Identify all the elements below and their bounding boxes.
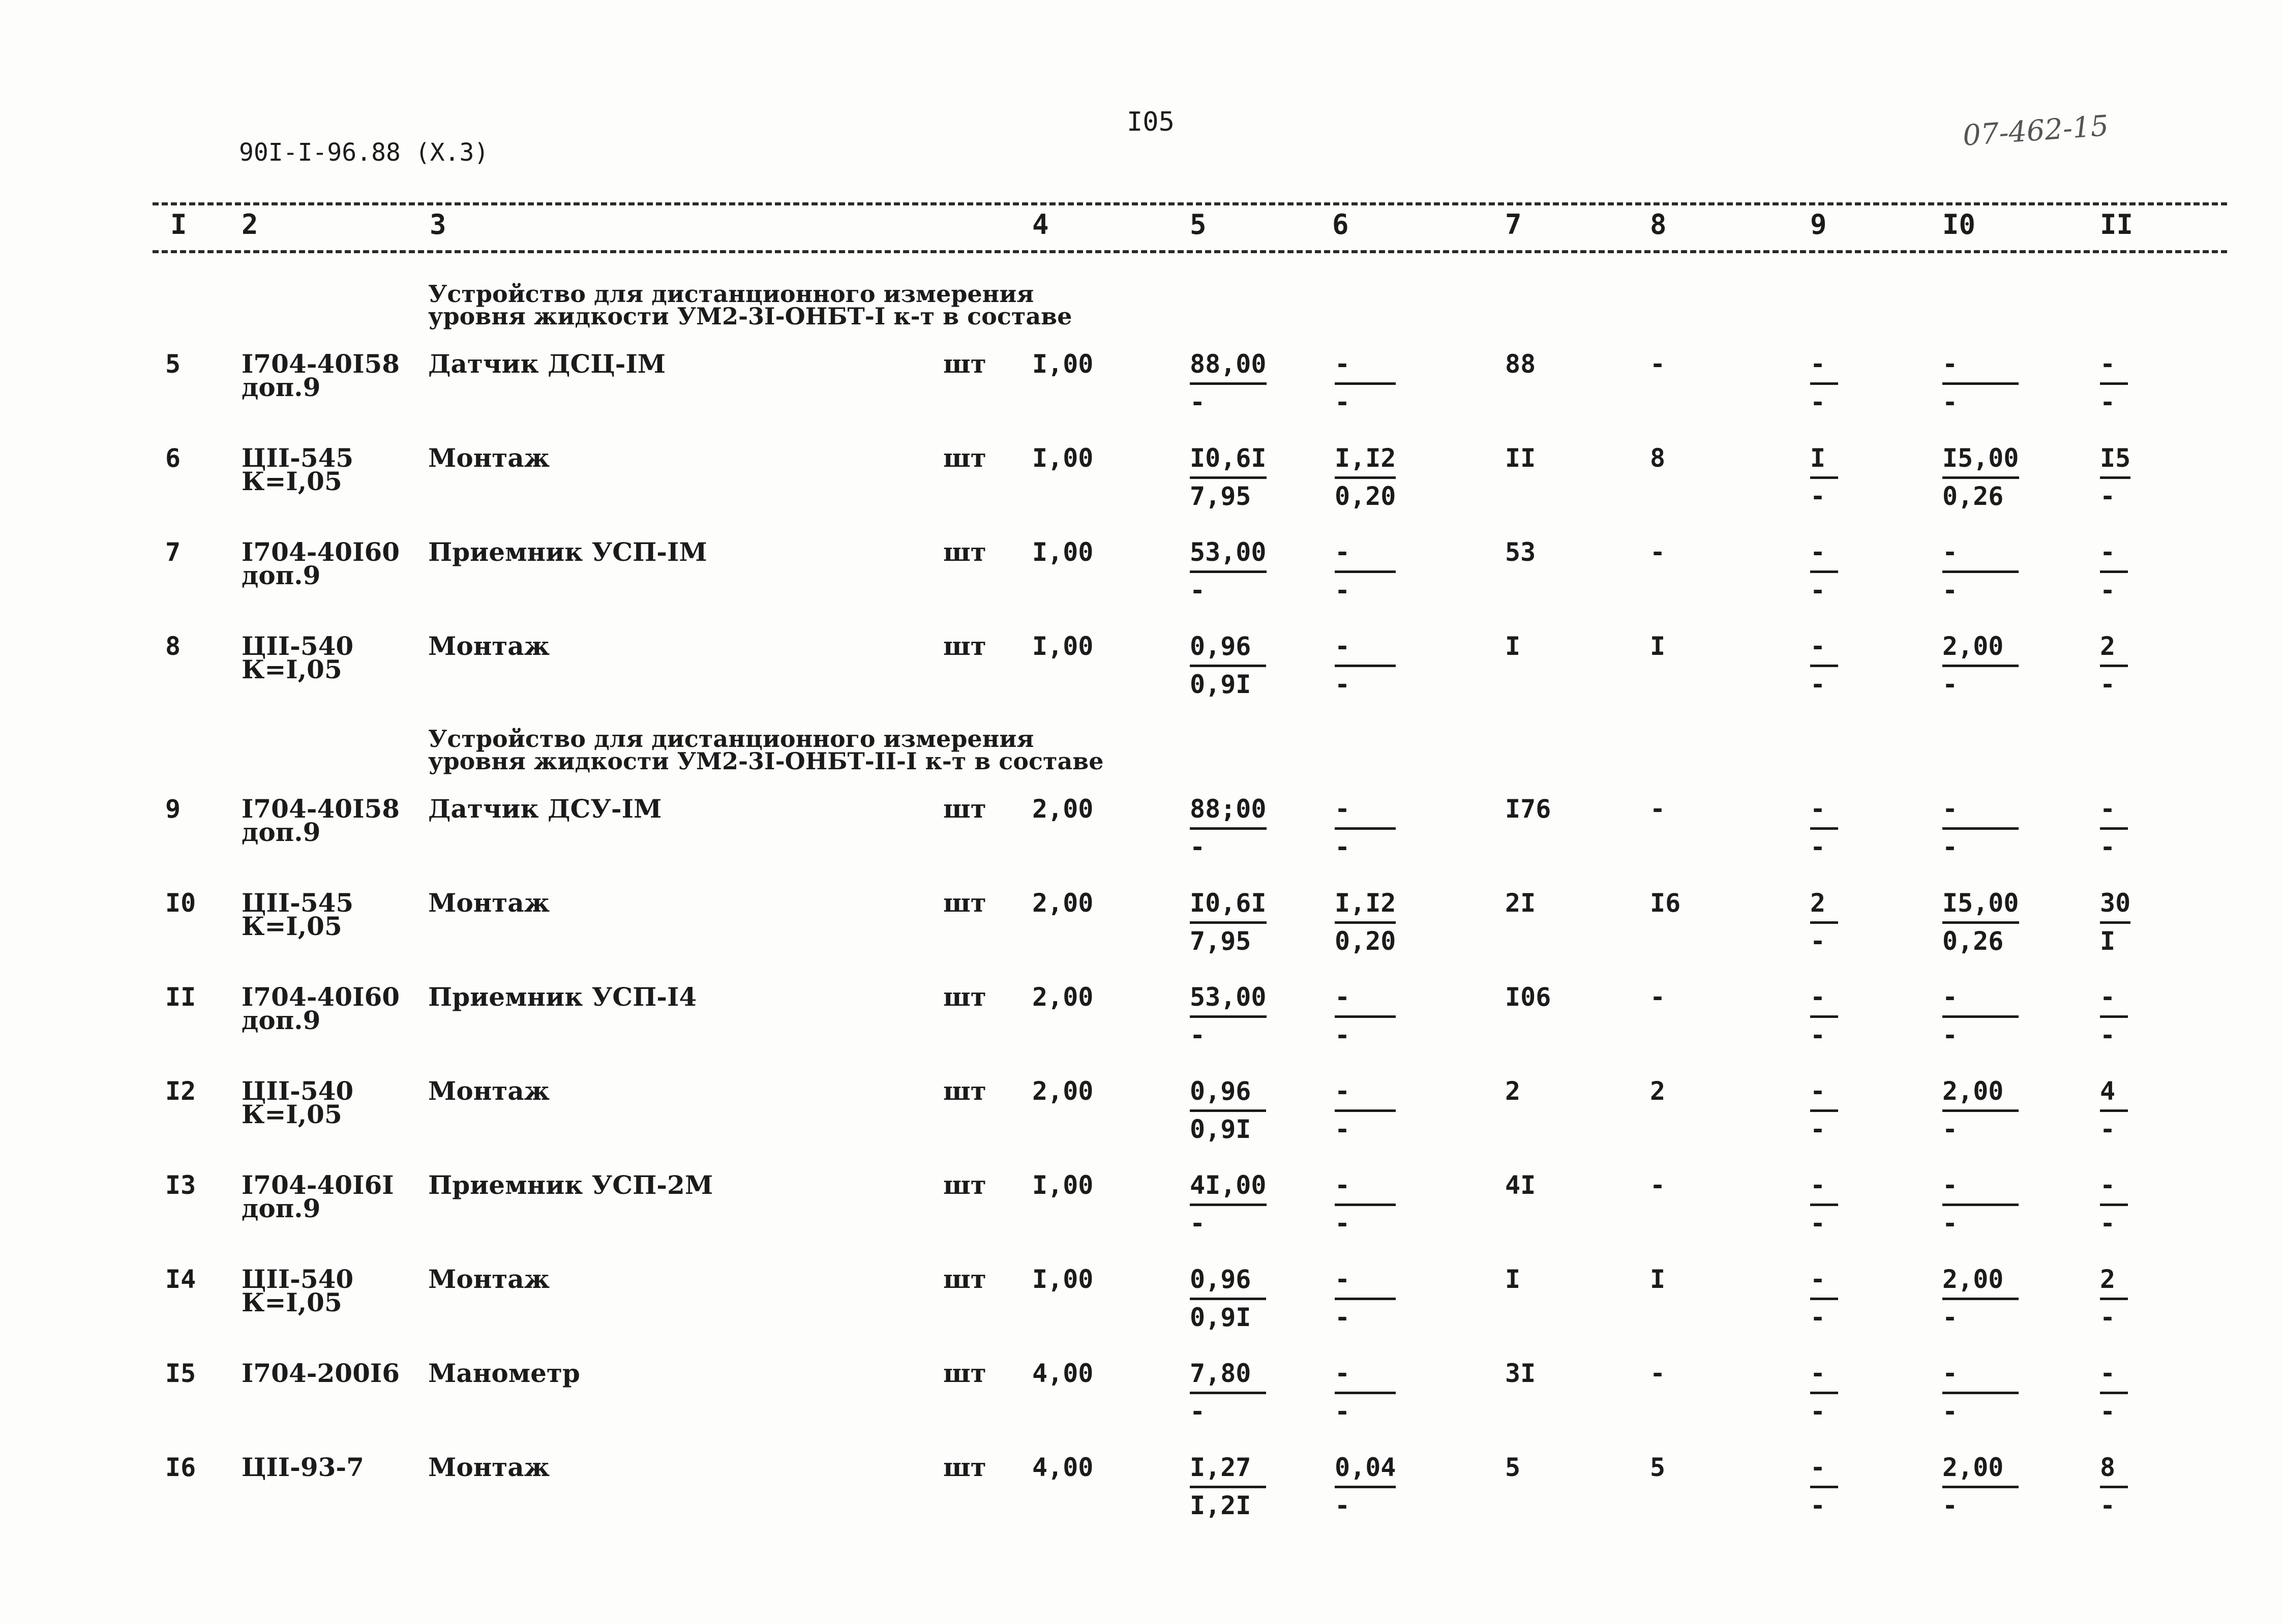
c5-numerator: 53,00 bbox=[1190, 539, 1267, 573]
c6-numerator: - bbox=[1335, 796, 1396, 830]
quantity: I,00 bbox=[1032, 537, 1094, 567]
c11-denominator: - bbox=[2100, 1397, 2116, 1426]
item-name: Манометр bbox=[428, 1358, 580, 1388]
c11-denominator: - bbox=[2100, 670, 2116, 699]
c5-fraction bbox=[1190, 1266, 1266, 1331]
c5-denominator: - bbox=[1190, 1020, 1206, 1050]
c9-fraction bbox=[1810, 445, 1838, 509]
c9-denominator: - bbox=[1810, 1115, 1826, 1144]
c6-numerator: - bbox=[1335, 539, 1396, 573]
c5-fraction bbox=[1190, 1454, 1266, 1519]
c6-fraction bbox=[1335, 1172, 1396, 1237]
archive-stamp: 07-462-15 bbox=[1962, 109, 2110, 153]
price-code: I704-40I60 bbox=[242, 982, 400, 1012]
c5-denominator: 0,9I bbox=[1190, 1115, 1251, 1144]
c10-denominator: - bbox=[1942, 1491, 1958, 1520]
price-code: I704-40I6I bbox=[242, 1170, 394, 1200]
col8-value: - bbox=[1650, 1359, 1666, 1388]
c10-fraction bbox=[1942, 1360, 2019, 1425]
unit: шт bbox=[943, 1264, 986, 1294]
price-code-note: К=I,05 bbox=[242, 911, 342, 941]
unit: шт bbox=[943, 1358, 986, 1388]
col8-value: - bbox=[1650, 982, 1666, 1012]
c6-denominator: - bbox=[1335, 1115, 1350, 1144]
c6-denominator: - bbox=[1335, 1303, 1350, 1332]
c9-denominator: - bbox=[1810, 926, 1826, 956]
c10-fraction bbox=[1942, 796, 2019, 860]
price-code: I704-40I58 bbox=[242, 794, 400, 824]
col7-value: 53 bbox=[1505, 537, 1536, 567]
col8-value: I bbox=[1650, 631, 1666, 661]
c11-fraction bbox=[2100, 890, 2130, 954]
c6-fraction bbox=[1335, 1360, 1396, 1425]
page-number: I05 bbox=[1127, 107, 1175, 137]
c9-denominator: - bbox=[1810, 1491, 1826, 1520]
c5-fraction bbox=[1190, 796, 1267, 860]
col7-value: II bbox=[1505, 443, 1536, 473]
c6-denominator: - bbox=[1335, 1209, 1350, 1238]
quantity: 2,00 bbox=[1032, 794, 1094, 824]
c10-denominator: 0,26 bbox=[1942, 926, 2004, 956]
c9-denominator: - bbox=[1810, 482, 1826, 511]
item-name: Датчик ДСУ-IМ bbox=[428, 794, 662, 824]
c5-numerator: I0,6I bbox=[1190, 890, 1267, 924]
c6-numerator: - bbox=[1335, 1172, 1396, 1206]
c5-denominator: - bbox=[1190, 1209, 1206, 1238]
c10-denominator: - bbox=[1942, 1020, 1958, 1050]
c9-numerator: - bbox=[1810, 539, 1838, 573]
col7-value: 2 bbox=[1505, 1076, 1521, 1106]
c6-denominator: - bbox=[1335, 1020, 1350, 1050]
c5-denominator: I,2I bbox=[1190, 1491, 1251, 1520]
c11-denominator: I bbox=[2100, 926, 2116, 956]
price-code: ЦII-93-7 bbox=[242, 1452, 364, 1482]
price-code: ЦII-540 bbox=[242, 1076, 354, 1106]
c10-numerator: 2,00 bbox=[1942, 1454, 2019, 1488]
quantity: I,00 bbox=[1032, 1265, 1094, 1294]
c10-denominator: - bbox=[1942, 1303, 1958, 1332]
c10-numerator: I5,00 bbox=[1942, 445, 2019, 479]
c11-numerator: - bbox=[2100, 984, 2128, 1018]
item-name: Приемник УСП-I4 bbox=[428, 982, 697, 1012]
c6-fraction bbox=[1335, 1266, 1396, 1331]
c11-denominator: - bbox=[2100, 1491, 2116, 1520]
c9-denominator: - bbox=[1810, 1397, 1826, 1426]
c9-numerator: - bbox=[1810, 1078, 1838, 1112]
c6-fraction bbox=[1335, 796, 1396, 860]
c10-denominator: - bbox=[1942, 1209, 1958, 1238]
c5-numerator: I,27 bbox=[1190, 1454, 1266, 1488]
c9-fraction bbox=[1810, 633, 1838, 698]
price-code: ЦII-540 bbox=[242, 1264, 354, 1294]
item-name: Датчик ДСЦ-IМ bbox=[428, 349, 666, 379]
c5-denominator: 0,9I bbox=[1190, 1303, 1251, 1332]
c5-fraction bbox=[1190, 351, 1267, 415]
c5-fraction bbox=[1190, 890, 1267, 954]
c6-fraction bbox=[1335, 1454, 1396, 1519]
c5-denominator: 7,95 bbox=[1190, 926, 1251, 956]
col8-value: - bbox=[1650, 349, 1666, 379]
row-number: 8 bbox=[165, 631, 181, 661]
price-code-note: К=I,05 bbox=[242, 466, 342, 496]
c11-fraction bbox=[2100, 1360, 2128, 1425]
c5-numerator: 0,96 bbox=[1190, 633, 1266, 667]
c9-numerator: - bbox=[1810, 351, 1838, 385]
c5-numerator: 4I,00 bbox=[1190, 1172, 1267, 1206]
c10-numerator: - bbox=[1942, 1172, 2019, 1206]
c11-denominator: - bbox=[2100, 1209, 2116, 1238]
c6-denominator: - bbox=[1335, 670, 1350, 699]
c9-denominator: - bbox=[1810, 1303, 1826, 1332]
c11-denominator: - bbox=[2100, 576, 2116, 605]
unit: шт bbox=[943, 982, 986, 1012]
c9-denominator: - bbox=[1810, 576, 1826, 605]
col8-value: 8 bbox=[1650, 443, 1666, 473]
unit: шт bbox=[943, 1452, 986, 1482]
c5-numerator: 0,96 bbox=[1190, 1266, 1266, 1300]
c5-denominator: - bbox=[1190, 1397, 1206, 1426]
c9-denominator: - bbox=[1810, 832, 1826, 862]
c6-denominator: - bbox=[1335, 832, 1350, 862]
c11-fraction bbox=[2100, 1172, 2128, 1237]
col7-value: 4I bbox=[1505, 1170, 1536, 1200]
c5-fraction bbox=[1190, 633, 1266, 698]
item-name: Монтаж bbox=[428, 631, 550, 661]
c10-numerator: - bbox=[1942, 796, 2019, 830]
item-name: Приемник УСП-IМ bbox=[428, 537, 707, 567]
c11-numerator: 2 bbox=[2100, 1266, 2128, 1300]
item-name: Монтаж bbox=[428, 1264, 550, 1294]
col7-value: 5 bbox=[1505, 1453, 1521, 1482]
c10-fraction bbox=[1942, 890, 2019, 954]
price-code-note: доп.9 bbox=[242, 1005, 321, 1035]
price-code-note: К=I,05 bbox=[242, 654, 342, 684]
price-code: ЦII-540 bbox=[242, 631, 354, 661]
c5-denominator: 7,95 bbox=[1190, 482, 1251, 511]
c11-denominator: - bbox=[2100, 832, 2116, 862]
col8-value: 2 bbox=[1650, 1076, 1666, 1106]
c9-numerator: - bbox=[1810, 1454, 1838, 1488]
col7-value: I bbox=[1505, 1265, 1521, 1294]
col8-value: - bbox=[1650, 794, 1666, 824]
quantity: I,00 bbox=[1032, 349, 1094, 379]
c5-numerator: 7,80 bbox=[1190, 1360, 1266, 1394]
c10-denominator: 0,26 bbox=[1942, 482, 2004, 511]
col7-value: 3I bbox=[1505, 1359, 1536, 1388]
c5-numerator: 88,00 bbox=[1190, 351, 1267, 385]
c11-numerator: - bbox=[2100, 351, 2128, 385]
c10-fraction bbox=[1942, 1078, 2019, 1142]
column-number-1: I bbox=[170, 208, 187, 240]
c10-denominator: - bbox=[1942, 1397, 1958, 1426]
c11-numerator: - bbox=[2100, 1172, 2128, 1206]
unit: шт bbox=[943, 631, 986, 661]
c6-denominator: 0,20 bbox=[1335, 926, 1396, 956]
quantity: 2,00 bbox=[1032, 982, 1094, 1012]
c11-numerator: I5 bbox=[2100, 445, 2130, 479]
item-name: Монтаж bbox=[428, 888, 550, 918]
col8-value: I6 bbox=[1650, 888, 1681, 918]
unit: шт bbox=[943, 537, 986, 567]
c9-fraction bbox=[1810, 539, 1838, 604]
c10-fraction bbox=[1942, 1454, 2019, 1519]
col7-value: I06 bbox=[1505, 982, 1551, 1012]
c6-numerator: - bbox=[1335, 1078, 1396, 1112]
unit: шт bbox=[943, 349, 986, 379]
item-name: Монтаж bbox=[428, 443, 550, 473]
c6-numerator: - bbox=[1335, 984, 1396, 1018]
c10-fraction bbox=[1942, 984, 2019, 1048]
c11-numerator: - bbox=[2100, 796, 2128, 830]
c9-denominator: - bbox=[1810, 387, 1826, 417]
row-number: I2 bbox=[165, 1076, 196, 1106]
c10-numerator: - bbox=[1942, 984, 2019, 1018]
row-number: I5 bbox=[165, 1359, 196, 1388]
quantity: I,00 bbox=[1032, 443, 1094, 473]
c11-fraction bbox=[2100, 351, 2128, 415]
column-number-7: 7 bbox=[1505, 208, 1522, 240]
c5-fraction bbox=[1190, 539, 1267, 604]
c9-denominator: - bbox=[1810, 1209, 1826, 1238]
section-title-line1: Устройство для дистанционного измерения bbox=[428, 280, 1034, 308]
c6-fraction bbox=[1335, 633, 1396, 698]
row-number: 9 bbox=[165, 794, 181, 824]
c5-denominator: - bbox=[1190, 832, 1206, 862]
c6-numerator: - bbox=[1335, 351, 1396, 385]
c6-numerator: I,I2 bbox=[1335, 890, 1396, 924]
c6-denominator: - bbox=[1335, 1491, 1350, 1520]
c10-denominator: - bbox=[1942, 576, 1958, 605]
c11-denominator: - bbox=[2100, 482, 2116, 511]
row-number: I3 bbox=[165, 1170, 196, 1200]
c6-fraction bbox=[1335, 1078, 1396, 1142]
c9-numerator: - bbox=[1810, 984, 1838, 1018]
c6-numerator: I,I2 bbox=[1335, 445, 1396, 479]
col7-value: 88 bbox=[1505, 349, 1536, 379]
c6-fraction bbox=[1335, 351, 1396, 415]
item-name: Монтаж bbox=[428, 1452, 550, 1482]
c6-denominator: - bbox=[1335, 1397, 1350, 1426]
price-code-note: доп.9 bbox=[242, 1193, 321, 1223]
c9-fraction bbox=[1810, 890, 1838, 954]
c10-numerator: 2,00 bbox=[1942, 1266, 2019, 1300]
c6-fraction bbox=[1335, 984, 1396, 1048]
row-number: 5 bbox=[165, 349, 181, 379]
column-number-11: II bbox=[2100, 208, 2134, 240]
c6-numerator: 0,04 bbox=[1335, 1454, 1396, 1488]
c10-fraction bbox=[1942, 539, 2019, 604]
col8-value: I bbox=[1650, 1265, 1666, 1294]
c11-numerator: 30 bbox=[2100, 890, 2130, 924]
c5-fraction bbox=[1190, 1078, 1266, 1142]
item-name: Монтаж bbox=[428, 1076, 550, 1106]
document-code: 90I-I-96.88 (X.3) bbox=[239, 138, 489, 167]
c11-fraction bbox=[2100, 633, 2128, 698]
col7-value: I bbox=[1505, 631, 1521, 661]
quantity: I,00 bbox=[1032, 1170, 1094, 1200]
col7-value: 2I bbox=[1505, 888, 1536, 918]
c11-fraction bbox=[2100, 1078, 2128, 1142]
c11-numerator: - bbox=[2100, 539, 2128, 573]
header-bottom-rule bbox=[153, 250, 2227, 253]
c6-denominator: - bbox=[1335, 576, 1350, 605]
price-code-note: доп.9 bbox=[242, 560, 321, 590]
c9-fraction bbox=[1810, 984, 1838, 1048]
row-number: I0 bbox=[165, 888, 196, 918]
c9-numerator: - bbox=[1810, 633, 1838, 667]
column-number-3: 3 bbox=[430, 208, 446, 240]
c5-numerator: 53,00 bbox=[1190, 984, 1267, 1018]
price-code-note: доп.9 bbox=[242, 817, 321, 847]
c10-denominator: - bbox=[1942, 387, 1958, 417]
col8-value: - bbox=[1650, 1170, 1666, 1200]
column-number-2: 2 bbox=[242, 208, 258, 240]
c9-fraction bbox=[1810, 1266, 1838, 1331]
unit: шт bbox=[943, 794, 986, 824]
row-number: 7 bbox=[165, 537, 181, 567]
col7-value: I76 bbox=[1505, 794, 1551, 824]
quantity: 4,00 bbox=[1032, 1359, 1094, 1388]
c11-numerator: 4 bbox=[2100, 1078, 2128, 1112]
c9-numerator: I bbox=[1810, 445, 1838, 479]
price-code-note: К=I,05 bbox=[242, 1287, 342, 1317]
c10-denominator: - bbox=[1942, 670, 1958, 699]
c5-fraction bbox=[1190, 1172, 1267, 1237]
c9-fraction bbox=[1810, 1078, 1838, 1142]
c6-fraction bbox=[1335, 890, 1396, 954]
quantity: I,00 bbox=[1032, 631, 1094, 661]
c11-fraction bbox=[2100, 539, 2128, 604]
c6-numerator: - bbox=[1335, 1266, 1396, 1300]
section-title-line2: уровня жидкости УМ2-3I-ОНБТ-II-I к-т в составе bbox=[428, 747, 1104, 775]
c11-fraction bbox=[2100, 445, 2130, 509]
c10-fraction bbox=[1942, 1172, 2019, 1237]
c9-fraction bbox=[1810, 796, 1838, 860]
row-number: I6 bbox=[165, 1453, 196, 1482]
row-number: I4 bbox=[165, 1265, 196, 1294]
col8-value: 5 bbox=[1650, 1453, 1666, 1482]
c6-numerator: - bbox=[1335, 633, 1396, 667]
c11-denominator: - bbox=[2100, 387, 2116, 417]
column-number-9: 9 bbox=[1810, 208, 1827, 240]
c10-numerator: - bbox=[1942, 351, 2019, 385]
unit: шт bbox=[943, 443, 986, 473]
unit: шт bbox=[943, 1170, 986, 1200]
c6-denominator: - bbox=[1335, 387, 1350, 417]
price-code-note: доп.9 bbox=[242, 372, 321, 402]
price-code-note: К=I,05 bbox=[242, 1099, 342, 1129]
c10-numerator: - bbox=[1942, 1360, 2019, 1394]
c10-numerator: 2,00 bbox=[1942, 633, 2019, 667]
section-title-line1: Устройство для дистанционного измерения bbox=[428, 725, 1034, 753]
row-number: 6 bbox=[165, 443, 181, 473]
price-code: ЦII-545 bbox=[242, 443, 354, 473]
price-code: I704-40I60 bbox=[242, 537, 400, 567]
c5-numerator: 88;00 bbox=[1190, 796, 1267, 830]
c11-fraction bbox=[2100, 984, 2128, 1048]
c6-fraction bbox=[1335, 445, 1396, 509]
c10-fraction bbox=[1942, 1266, 2019, 1331]
col8-value: - bbox=[1650, 537, 1666, 567]
quantity: 2,00 bbox=[1032, 1076, 1094, 1106]
c5-fraction bbox=[1190, 445, 1267, 509]
quantity: 4,00 bbox=[1032, 1453, 1094, 1482]
quantity: 2,00 bbox=[1032, 888, 1094, 918]
c11-denominator: - bbox=[2100, 1115, 2116, 1144]
c10-denominator: - bbox=[1942, 832, 1958, 862]
c11-numerator: 2 bbox=[2100, 633, 2128, 667]
c5-fraction bbox=[1190, 984, 1267, 1048]
c9-fraction bbox=[1810, 1172, 1838, 1237]
c11-numerator: 8 bbox=[2100, 1454, 2128, 1488]
section-title-line2: уровня жидкости УМ2-3I-ОНБТ-I к-т в составе bbox=[428, 303, 1072, 330]
c11-fraction bbox=[2100, 796, 2128, 860]
c5-numerator: 0,96 bbox=[1190, 1078, 1266, 1112]
c10-denominator: - bbox=[1942, 1115, 1958, 1144]
c10-numerator: I5,00 bbox=[1942, 890, 2019, 924]
c11-fraction bbox=[2100, 1454, 2128, 1519]
c6-denominator: 0,20 bbox=[1335, 482, 1396, 511]
c5-denominator: 0,9I bbox=[1190, 670, 1251, 699]
unit: шт bbox=[943, 1076, 986, 1106]
c5-numerator: I0,6I bbox=[1190, 445, 1267, 479]
c10-fraction bbox=[1942, 445, 2019, 509]
c11-numerator: - bbox=[2100, 1360, 2128, 1394]
c9-numerator: - bbox=[1810, 796, 1838, 830]
c5-denominator: - bbox=[1190, 576, 1206, 605]
item-name: Приемник УСП-2М bbox=[428, 1170, 713, 1200]
c10-fraction bbox=[1942, 351, 2019, 415]
c5-fraction bbox=[1190, 1360, 1266, 1425]
c9-fraction bbox=[1810, 1360, 1838, 1425]
c9-numerator: - bbox=[1810, 1266, 1838, 1300]
c9-denominator: - bbox=[1810, 670, 1826, 699]
column-number-8: 8 bbox=[1650, 208, 1667, 240]
row-number: II bbox=[165, 982, 196, 1012]
c10-numerator: - bbox=[1942, 539, 2019, 573]
header-top-rule bbox=[153, 202, 2227, 205]
c6-fraction bbox=[1335, 539, 1396, 604]
c9-numerator: - bbox=[1810, 1172, 1838, 1206]
c6-numerator: - bbox=[1335, 1360, 1396, 1394]
c11-fraction bbox=[2100, 1266, 2128, 1331]
unit: шт bbox=[943, 888, 986, 918]
price-code: ЦII-545 bbox=[242, 888, 354, 918]
c11-denominator: - bbox=[2100, 1303, 2116, 1332]
column-number-5: 5 bbox=[1190, 208, 1207, 240]
c10-fraction bbox=[1942, 633, 2019, 698]
column-number-6: 6 bbox=[1332, 208, 1349, 240]
column-number-10: I0 bbox=[1942, 208, 1976, 240]
column-number-4: 4 bbox=[1032, 208, 1049, 240]
c9-fraction bbox=[1810, 1454, 1838, 1519]
c10-numerator: 2,00 bbox=[1942, 1078, 2019, 1112]
c5-denominator: - bbox=[1190, 387, 1206, 417]
price-code: I704-200I6 bbox=[242, 1358, 400, 1388]
c9-fraction bbox=[1810, 351, 1838, 415]
c9-numerator: - bbox=[1810, 1360, 1838, 1394]
price-code: I704-40I58 bbox=[242, 349, 400, 379]
c11-denominator: - bbox=[2100, 1020, 2116, 1050]
c9-denominator: - bbox=[1810, 1020, 1826, 1050]
c9-numerator: 2 bbox=[1810, 890, 1838, 924]
